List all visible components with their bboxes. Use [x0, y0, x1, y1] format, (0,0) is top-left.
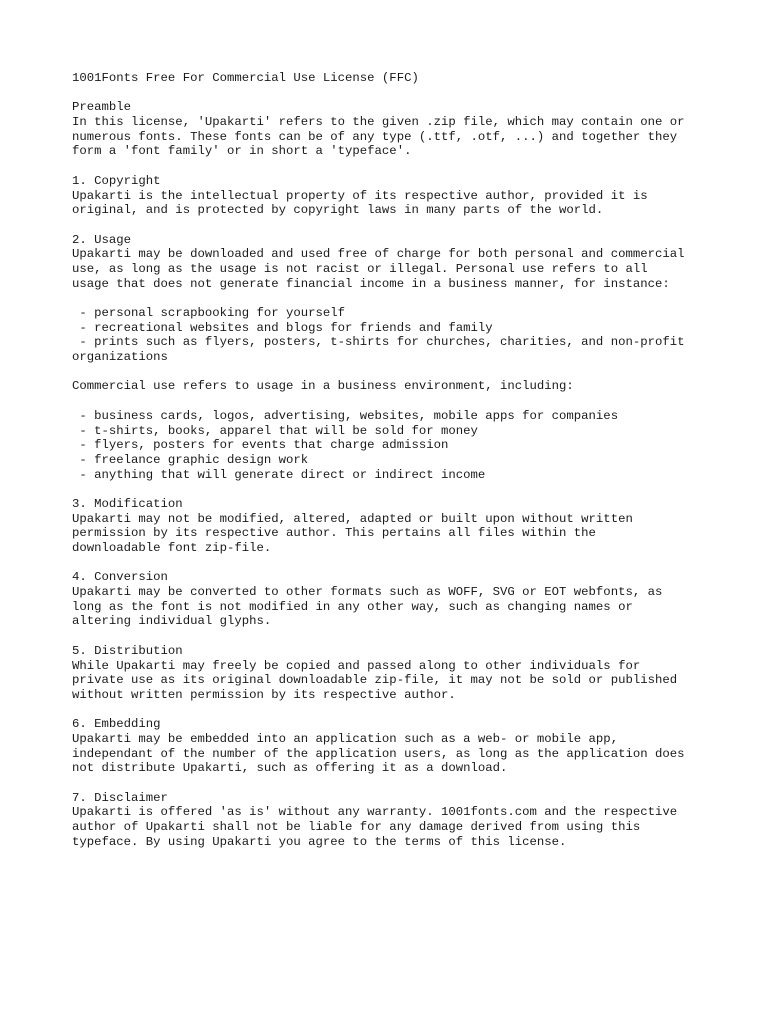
modification-line: Upakarti may not be modified, altered, adapted or built upon without written: [72, 511, 633, 526]
conversion-line: long as the font is not modified in any other way, such as changing names or: [72, 599, 633, 614]
copyright-heading: 1. Copyright: [72, 173, 161, 188]
document-title: 1001Fonts Free For Commercial Use License (FFC): [72, 71, 419, 85]
usage-line: use, as long as the usage is not racist or illegal. Personal use refers to all: [72, 261, 648, 276]
disclaimer-section: [72, 791, 752, 850]
usage-section: [72, 233, 752, 483]
conversion-line: altering individual glyphs.: [72, 614, 272, 629]
distribution-line: private use as its original downloadable zip-file, it may not be sold or published: [72, 673, 678, 688]
embedding-line: independant of the number of the application users, as long as the application does: [72, 746, 685, 761]
copyright-line: original, and is protected by copyright laws in many parts of the world.: [72, 203, 604, 218]
embedding-heading: 6. Embedding: [72, 717, 161, 732]
commercial-use-item: - business cards, logos, advertising, websites, mobile apps for companies: [72, 408, 619, 423]
personal-use-item: - recreational websites and blogs for friends and family: [72, 320, 493, 335]
commercial-use-intro: Commercial use refers to usage in a business environment, including:: [72, 379, 574, 394]
conversion-heading: 4. Conversion: [72, 570, 168, 585]
personal-use-item: - prints such as flyers, posters, t-shirts for churches, charities, and non-profit: [72, 335, 685, 350]
preamble-heading: Preamble: [72, 100, 132, 115]
disclaimer-line: typeface. By using Upakarti you agree to the terms of this license.: [72, 834, 567, 849]
commercial-use-item: - freelance graphic design work: [72, 452, 309, 467]
conversion-line: Upakarti may be converted to other formats such as WOFF, SVG or EOT webfonts, as: [72, 585, 663, 600]
modification-line: downloadable font zip-file.: [72, 541, 272, 555]
preamble-line: form a 'font family' or in short a 'typeface'.: [72, 144, 412, 159]
commercial-use-item: - anything that will generate direct or indirect income: [72, 467, 486, 482]
copyright-line: Upakarti is the intellectual property of its respective author, provided it is: [72, 188, 648, 203]
embedding-line: not distribute Upakarti, such as offering it as a download.: [72, 761, 508, 776]
modification-line: permission by its respective author. This pertains all files within the: [72, 526, 596, 541]
usage-line: Upakarti may be downloaded and used free of charge for both personal and commercial: [72, 247, 685, 262]
preamble-line: numerous fonts. These fonts can be of any type (.ttf, .otf, ...) and together they: [72, 129, 678, 144]
commercial-use-item: - flyers, posters for events that charge admission: [72, 438, 449, 453]
disclaimer-line: Upakarti is offered 'as is' without any warranty. 1001fonts.com and the respective: [72, 805, 678, 820]
commercial-use-item: - t-shirts, books, apparel that will be sold for money: [72, 423, 478, 438]
usage-line: usage that does not generate financial income in a business manner, for instance:: [72, 276, 670, 291]
usage-heading: 2. Usage: [72, 232, 132, 247]
preamble-line: In this license, 'Upakarti' refers to the given .zip file, which may contain one or: [72, 115, 685, 130]
distribution-line: without written permission by its respective author.: [72, 687, 456, 702]
modification-heading: 3. Modification: [72, 496, 183, 511]
distribution-section: [72, 644, 752, 703]
disclaimer-line: author of Upakarti shall not be liable for any damage derived from using this: [72, 820, 641, 835]
license-document: [72, 71, 752, 849]
conversion-section: [72, 570, 752, 629]
preamble-section: [72, 100, 752, 159]
personal-use-item: - personal scrapbooking for yourself: [72, 306, 346, 320]
disclaimer-heading: 7. Disclaimer: [72, 790, 168, 805]
personal-use-item: organizations: [72, 350, 168, 365]
modification-section: [72, 497, 752, 556]
distribution-heading: 5. Distribution: [72, 643, 183, 658]
embedding-section: [72, 717, 752, 776]
copyright-section: [72, 174, 752, 218]
distribution-line: While Upakarti may freely be copied and passed along to other individuals for: [72, 658, 641, 673]
embedding-line: Upakarti may be embedded into an application such as a web- or mobile app,: [72, 731, 619, 746]
